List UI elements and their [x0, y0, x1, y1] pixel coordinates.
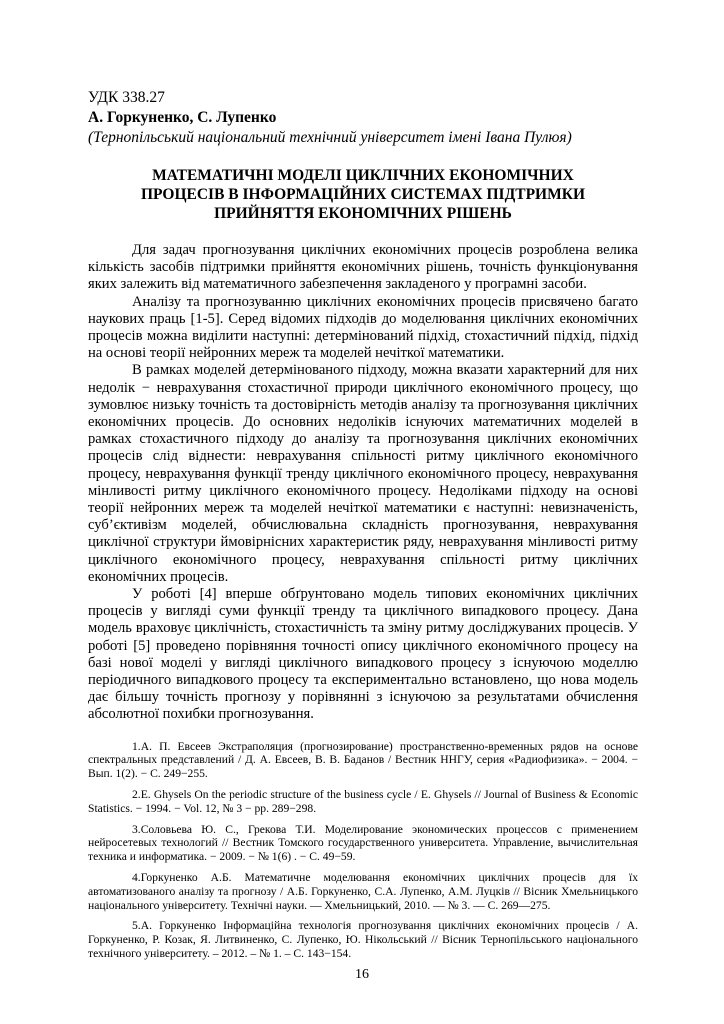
paper-title: МАТЕМАТИЧНІ МОДЕЛІ ЦИКЛІЧНИХ ЕКОНОМІЧНИХ ПРОЦЕСІВ В ІНФОРМАЦІЙНИХ СИСТЕМАХ ПІДТРИМКИ ПРИЙНЯТТЯ ЕКОНОМІЧНИХ РІШЕНЬ: [140, 167, 586, 222]
affiliation: (Тернопільський національний технічний університет імені Івана Пулюя): [88, 129, 572, 146]
authors: А. Горкуненко, С. Лупенко: [88, 109, 277, 126]
paragraph: Аналізу та прогнозуванню циклічних економічних процесів присвячено багато наукових праць [1-5]. Серед відомих підходів до моделювання циклічних економічних процесів можна виділити наступні: детермінований підхід, стохастичний підхід, підхід на основі теорії нейронних мереж та моделей нечіткої математики.: [88, 293, 638, 362]
page-number: 16: [355, 967, 369, 982]
paragraph: У роботі [4] вперше обґрунтовано модель типових економічних циклічних процесів у вигляді суми функції тренду та циклічного випадкового процесу. Дана модель враховує циклічність, стохастичність та зміну ритму досліджуваних процесів. У роботі [5] проведено порівняння точності опису циклічного економічного процесу на базі нової моделі у вигляді циклічного випадкового процесу з існуючою моделлю періодичного випадкового процесу та експериментально встановлено, що нова модель дає більшу точність прогнозу у порівнянні з існуючою за результатами обчислення абсолютної похибки прогнозування.: [88, 586, 638, 723]
body-text: [88, 242, 638, 724]
paper-page: [88, 88, 638, 968]
reference-item: 1.А. П. Евсеев Экстраполяция (прогнозирование) пространственно-временных рядов на основе спектральных представлений / Д. А. Евсеев, В. В. Баданов / Вестник ННГУ, серия «Радиофизика». − 2004. − Вып. 1(2). − С. 249−255.: [88, 739, 638, 781]
reference-item: 3.Соловьева Ю. С., Грекова Т.И. Моделирование экономических процессов с применением нейросетевых технологий // Вестник Томского государственного университета. Управление, вычислительная техника и информатика. − 2009. − № 1(6) . − С. 49−59.: [88, 822, 638, 864]
reference-item: 5.А. Горкуненко Інформаційна технологія прогнозування циклічних економічних процесів / А. Горкуненко, Р. Козак, Я. Литвиненко, С. Лупенко, Ю. Нікольський // Вісник Тернопільського національного технічного університету. – 2012. – № 1. – С. 143−154.: [88, 919, 638, 961]
reference-item: 2.E. Ghysels On the periodic structure of the business cycle / E. Ghysels // Journal of Business & Economic Statistics. − 1994. − Vol. 12, № 3 − pp. 289−298.: [88, 788, 638, 815]
paragraph: Для задач прогнозування циклічних економічних процесів розроблена велика кількість засобів підтримки прийняття економічних рішень, точність функціонування яких залежить від математичного забезпечення закладеного у програмні засоби.: [88, 242, 638, 293]
paragraph: В рамках моделей детермінованого підходу, можна вказати характерний для них недолік − неврахування стохастичної природи циклічного економічного процесу, що зумовлює низьку точність та достовірність методів аналізу та прогнозування циклічних економічних процесів. До основних недоліків існуючих математичних моделей в рамках стохастичного підходу до аналізу та прогнозування циклічних економічних процесів слід віднести: неврахування спільності ритму циклічного економічного процесу, неврахування функції тренду циклічного економічного процесу, неврахування мінливості ритму циклічного економічного процесу. Недоліками підходу на основі теорії нейронних мереж та моделей нечіткої математики є наступні: невизначеність, суб’єктивізм моделей, обчислювальна складність прогнозування, неврахування циклічної структури ймовірнісних характеристик ряду, неврахування мінливості ритму циклічного економічного процесу, неврахування спільності ритму циклічних економічних процесів.: [88, 362, 638, 585]
reference-item: 4.Горкуненко А.Б. Математичне моделювання економічних циклічних процесів для їх автоматизованого аналізу та прогнозу / А.Б. Горкуненко, С.А. Лупенко, А.М. Луцків // Вісник Хмельницького національного університету. Технічні науки. — Хмельницький, 2010. — № 3. — С. 269—275.: [88, 871, 638, 912]
reference-list: [88, 740, 638, 961]
udc-code: УДК 338.27: [88, 89, 165, 106]
